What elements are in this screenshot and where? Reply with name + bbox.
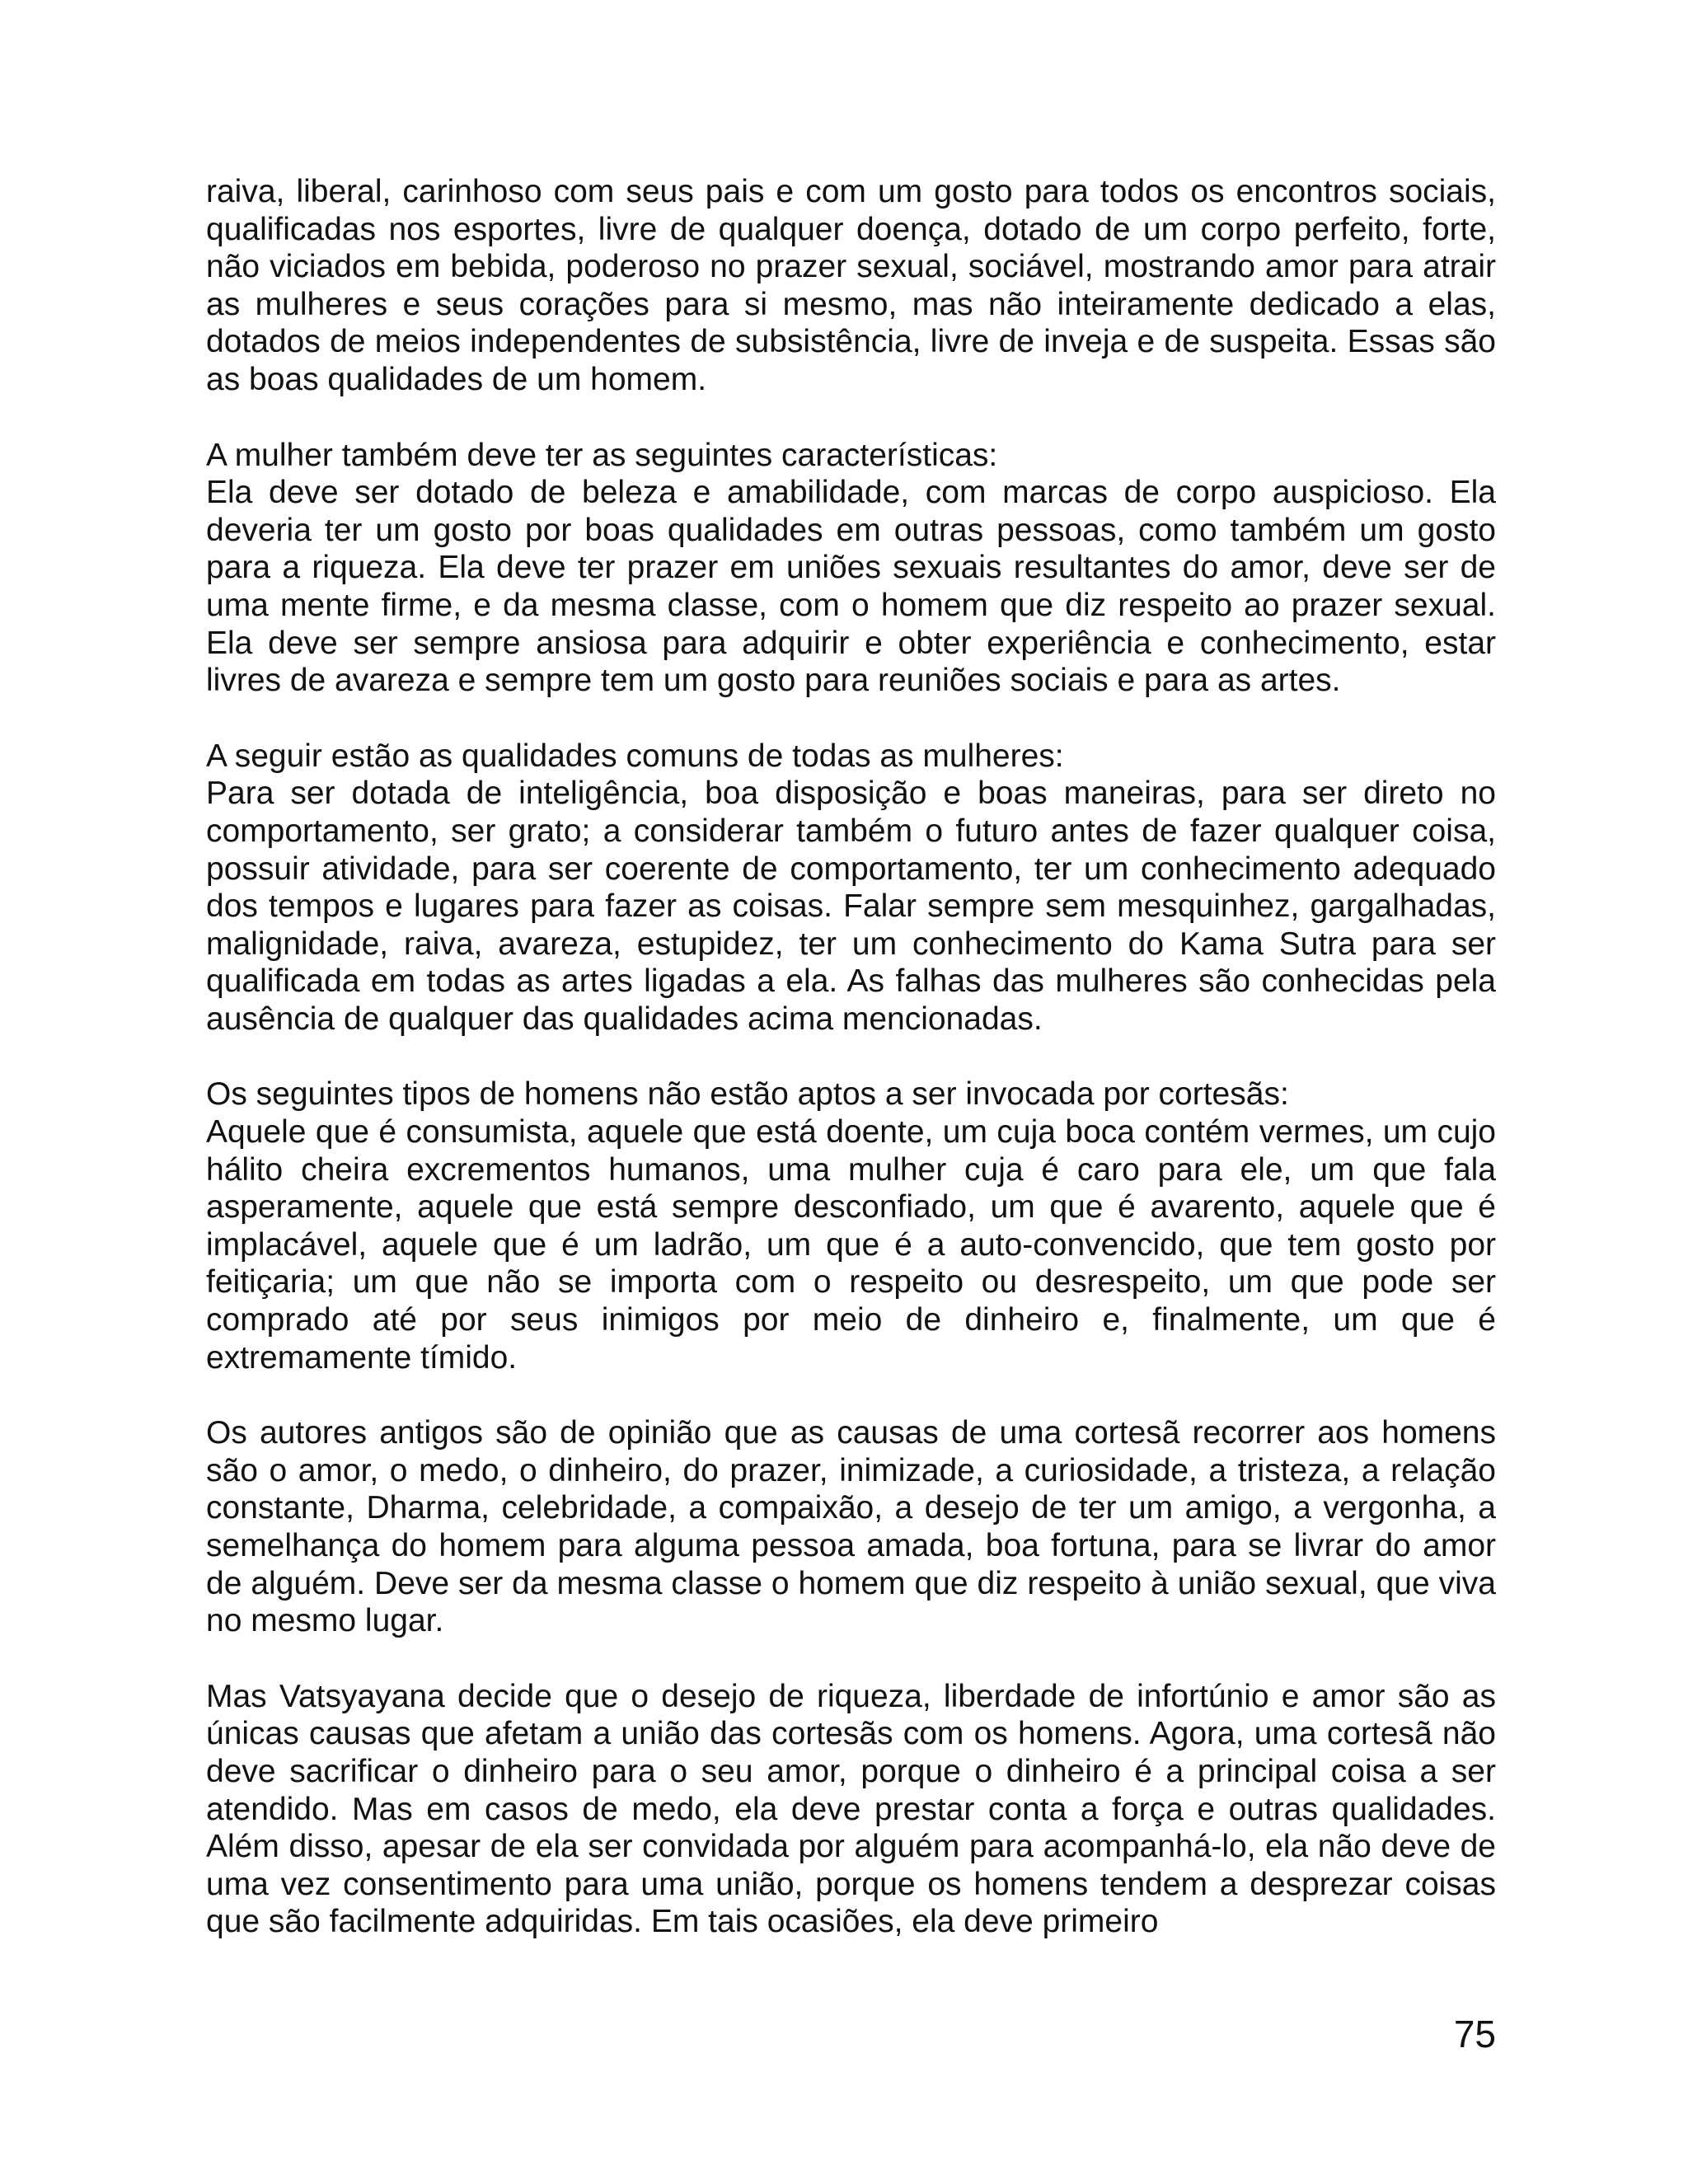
paragraph-unfit-men bbox=[206, 1076, 1496, 1376]
page-number: 75 bbox=[1453, 2013, 1496, 2055]
paragraph-body: Para ser dotada de inteligência, boa disposição e boas maneiras, para ser direto no comportamento, ser grato; a considerar também o futuro antes de fazer qualquer coisa, possuir atividade, para ser coerente de comportamento, ter um conhecimento adequado dos tempos e lugares para fazer as coisas. Falar sempre sem mesquinhez, gargalhadas, malignidade, raiva, avareza, estupidez, ter um conhecimento do Kama Sutra para ser qualificada em todas as artes ligadas a ela. As falhas das mulheres são conhecidas pela ausência de qualquer das qualidades acima mencionadas. bbox=[206, 776, 1496, 1037]
paragraph-body: raiva, liberal, carinhoso com seus pais e com um gosto para todos os encontros sociais, qualificadas nos esportes, livre de qualquer doença, dotado de um corpo perfeito, forte, não viciados em bebida, poderoso no prazer sexual, sociável, mostrando amor para atrair as mulheres e seus corações para si mesmo, mas não inteiramente dedicado a elas, dotados de meios independentes de subsistência, livre de inveja e de suspeita. Essas são as boas qualidades de um homem. bbox=[206, 174, 1496, 397]
paragraph-body: Ela deve ser dotado de beleza e amabilidade, com marcas de corpo auspicioso. Ela deveria ter um gosto por boas qualidades em outras pessoas, como também um gosto para a riqueza. Ela deve ter prazer em uniões sexuais resultantes do amor, deve ser de uma mente firme, e da mesma classe, com o homem que diz respeito ao prazer sexual. Ela deve ser sempre ansiosa para adquirir e obter experiência e conhecimento, estar livres de avareza e sempre tem um gosto para reuniões sociais e para as artes. bbox=[206, 475, 1496, 699]
paragraph-mans-qualities bbox=[206, 173, 1496, 399]
paragraph-vatsyayana bbox=[206, 1678, 1496, 1941]
paragraph-ancient-authors bbox=[206, 1414, 1496, 1640]
paragraph-body: Mas Vatsyayana decide que o desejo de riqueza, liberdade de infortúnio e amor são as únicas causas que afetam a união das cortesãs com os homens. Agora, uma cortesã não deve sacrificar o dinheiro para o seu amor, porque o dinheiro é a principal coisa a ser atendido. Mas em casos de medo, ela deve prestar conta a força e outras qualidades. Além disso, apesar de ela ser convidada por alguém para acompanhá-lo, ela não deve de uma vez consentimento para uma união, porque os homens tendem a desprezar coisas que são facilmente adquiridas. Em tais ocasiões, ela deve primeiro bbox=[206, 1678, 1496, 1940]
paragraph-lead: A mulher também deve ter as seguintes características: bbox=[206, 437, 998, 473]
paragraph-lead: A seguir estão as qualidades comuns de todas as mulheres: bbox=[206, 738, 1064, 774]
paragraph-lead: Os seguintes tipos de homens não estão aptos a ser invocada por cortesãs: bbox=[206, 1076, 1289, 1113]
paragraph-body: Os autores antigos são de opinião que as causas de uma cortesã recorrer aos homens são o amor, o medo, o dinheiro, do prazer, inimizade, a curiosidade, a tristeza, a relação constante, Dharma, celebridade, a compaixão, a desejo de ter um amigo, a vergonha, a semelhança do homem para alguma pessoa amada, boa fortuna, para se livrar do amor de alguém. Deve ser da mesma classe o homem que diz respeito à união sexual, que viva no mesmo lugar. bbox=[206, 1415, 1496, 1639]
paragraph-body: Aquele que é consumista, aquele que está doente, um cuja boca contém vermes, um cujo hálito cheira excrementos humanos, uma mulher cuja é caro para ele, um que fala asperamente, aquele que está sempre desconfiado, um que é avarento, aquele que é implacável, aquele que é um ladrão, um que é a auto-convencido, que tem gosto por feitiçaria; um que não se importa com o respeito ou desrespeito, um que pode ser comprado até por seus inimigos por meio de dinheiro e, finalmente, um que é extremamente tímido. bbox=[206, 1114, 1496, 1376]
paragraph-common-qualities bbox=[206, 738, 1496, 1038]
paragraph-womans-characteristics bbox=[206, 437, 1496, 700]
text-column bbox=[206, 173, 1496, 1941]
